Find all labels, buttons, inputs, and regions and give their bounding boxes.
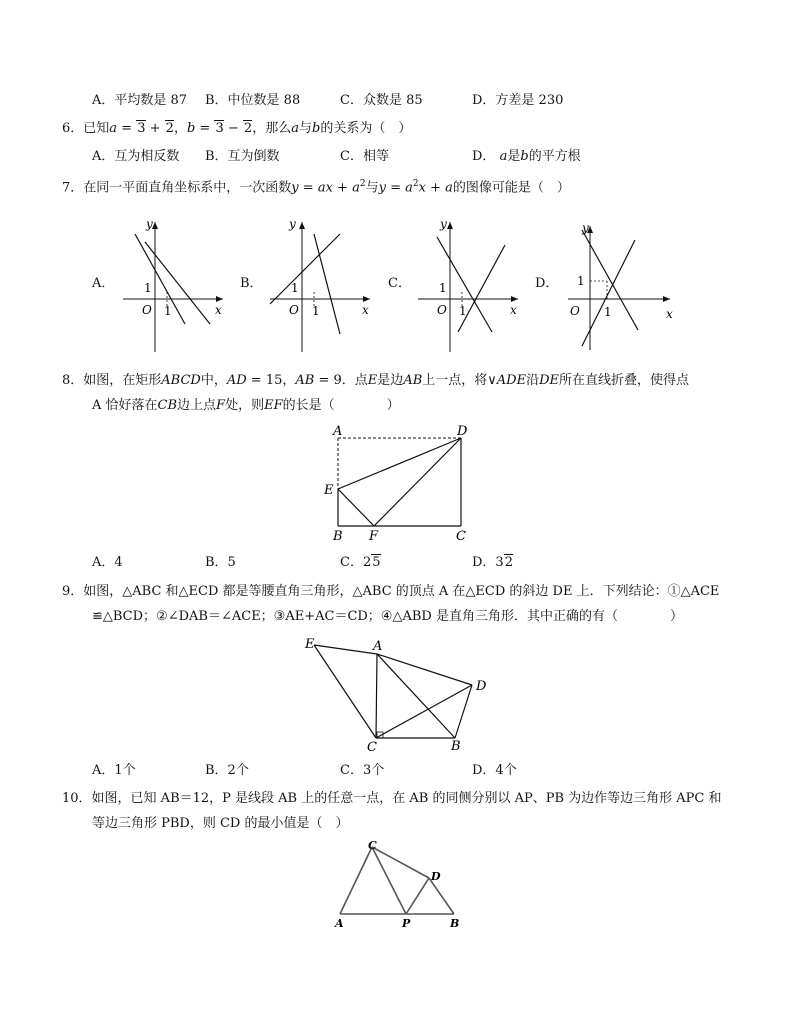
q7-graph-a bbox=[115, 212, 230, 357]
y-one-label: 1 bbox=[577, 274, 585, 288]
point-p-label: P bbox=[402, 917, 411, 930]
y-label: y bbox=[440, 217, 447, 231]
y-axis-arrow bbox=[152, 222, 158, 229]
x-axis-arrow bbox=[511, 296, 518, 302]
q9-option-a: A．1个 bbox=[92, 763, 136, 778]
x-label: x bbox=[215, 303, 222, 317]
q10-stem-line2: 等边三角形 PBD，则 CD 的最小值是（ ） bbox=[92, 816, 349, 831]
x-label: x bbox=[666, 307, 673, 321]
y-axis-arrow bbox=[299, 222, 305, 229]
edge-db bbox=[429, 878, 454, 914]
y-one-label: 1 bbox=[291, 281, 299, 295]
q7-graph-label-a: A． bbox=[92, 276, 115, 291]
y-one-label: 1 bbox=[144, 281, 152, 295]
q6-option-d: D． a是b的平方根 bbox=[472, 149, 581, 164]
point-a-label: A bbox=[333, 424, 343, 439]
point-a-label: A bbox=[335, 917, 344, 930]
point-e-label: E bbox=[324, 483, 334, 498]
q7-graph-label-d: D． bbox=[535, 276, 559, 291]
x-label: x bbox=[510, 303, 517, 317]
q8-stem-line1: 8．如图，在矩形ABCD中，AD = 15，AB = 9．点E是边AB上一点，将∨ADE沿DE所在直线折叠，使得点 bbox=[62, 373, 690, 388]
q9-figure bbox=[300, 632, 500, 757]
origin-label: O bbox=[570, 304, 580, 318]
edge-ea bbox=[314, 645, 377, 654]
point-c-label: C bbox=[367, 740, 377, 755]
q7-graph-b bbox=[262, 212, 377, 357]
q9-option-c: C．3个 bbox=[340, 763, 385, 778]
q6-option-a: A．互为相反数 bbox=[92, 149, 180, 164]
q8-option-a: A．4 bbox=[92, 555, 123, 570]
line-2 bbox=[458, 245, 505, 332]
point-c-label: C bbox=[456, 529, 466, 544]
y-one-label: 1 bbox=[439, 281, 447, 295]
point-b-label: B bbox=[450, 917, 460, 930]
edge-pd bbox=[406, 878, 429, 914]
x-one-label: 1 bbox=[312, 304, 320, 318]
q8-option-c: C．25 bbox=[340, 555, 381, 570]
q8-figure bbox=[318, 420, 483, 545]
q7-graph-d bbox=[560, 218, 680, 358]
x-axis-arrow bbox=[363, 296, 370, 302]
point-b-label: B bbox=[333, 529, 343, 544]
edge-ed bbox=[338, 438, 461, 489]
y-label: y bbox=[582, 221, 589, 235]
q8-option-b: B．5 bbox=[205, 555, 236, 570]
x-one-label: 1 bbox=[604, 305, 612, 319]
q9-stem-line2: ≌△BCD；②∠DAB＝∠ACE；③AE+AC＝CD；④△ABD 是直角三角形．其中正确的有（ ） bbox=[92, 609, 683, 624]
q5-option-b: B．中位数是 88 bbox=[205, 93, 301, 108]
origin-label: O bbox=[289, 303, 299, 317]
q6-mid1: ， bbox=[173, 121, 187, 136]
y-label: y bbox=[289, 217, 296, 231]
q6-option-b: B．互为倒数 bbox=[205, 149, 280, 164]
q7-graph-c bbox=[410, 212, 525, 357]
y-label: y bbox=[146, 217, 153, 231]
q5-option-a: A．平均数是 87 bbox=[92, 93, 188, 108]
x-one-label: 1 bbox=[164, 304, 172, 318]
point-a-label: A bbox=[373, 639, 383, 654]
q9-option-b: B．2个 bbox=[205, 763, 249, 778]
origin-label: O bbox=[142, 303, 152, 317]
q7-graph-label-c: C． bbox=[388, 276, 411, 291]
q7-mid: 与 bbox=[365, 180, 379, 196]
point-d-label: D bbox=[457, 424, 468, 439]
edge-fd bbox=[374, 438, 461, 526]
q7-stem: 7．在同一平面直角坐标系中，一次函数y = ax + $a^2$与$y = a^2x + a$的图像可能是（ ） bbox=[62, 179, 570, 196]
x-label: x bbox=[362, 303, 369, 317]
edge-ec bbox=[314, 645, 376, 738]
q7-prefix: 7．在同一平面直角坐标系中，一次函数 bbox=[62, 180, 292, 196]
edge-ef bbox=[338, 489, 374, 526]
q8-option-d: D．32 bbox=[472, 555, 513, 570]
edge-ac bbox=[376, 654, 377, 738]
point-f-label: F bbox=[369, 529, 379, 544]
q6-stem: 6．已知a = 3 + 2，b = 3 − 2，那么a与b的关系为（ ） bbox=[62, 121, 412, 136]
q7-suffix: 的图像可能是（ ） bbox=[452, 180, 570, 196]
point-e-label: E bbox=[305, 637, 315, 652]
point-c-label: C bbox=[368, 839, 377, 852]
q10-stem-line1: 10．如图，已知 AB＝12，P 是线段 AB 上的任意一点，在 AB 的同侧分别以 AP、PB 为边作等边三角形 APC 和 bbox=[62, 791, 722, 806]
origin-label: O bbox=[437, 303, 447, 317]
point-d-label: D bbox=[431, 870, 441, 883]
line-2 bbox=[314, 234, 340, 334]
q8-stem-line2: A 恰好落在CB边上点F处，则EF的长是（ ） bbox=[92, 398, 400, 413]
q9-stem-line1: 9．如图，△ABC 和△ECD 都是等腰直角三角形，△ABC 的顶点 A 在△ECD 的斜边 DE 上．下列结论：①△ACE bbox=[62, 584, 720, 599]
point-d-label: D bbox=[476, 679, 487, 694]
x-axis-arrow bbox=[216, 296, 223, 302]
q6-prefix: 6．已知 bbox=[62, 121, 110, 136]
q6-suffix: 的关系为（ ） bbox=[320, 121, 412, 136]
q6-mid3: 与 bbox=[298, 121, 312, 136]
x-one-label: 1 bbox=[459, 304, 467, 318]
edge-ac bbox=[340, 847, 372, 914]
point-b-label: B bbox=[451, 739, 461, 754]
x-axis-arrow bbox=[663, 296, 670, 302]
y-axis-arrow bbox=[447, 222, 453, 229]
q5-option-d: D．方差是 230 bbox=[472, 93, 564, 108]
q5-option-c: C．众数是 85 bbox=[340, 93, 423, 108]
q9-option-d: D．4个 bbox=[472, 763, 517, 778]
q10-figure bbox=[326, 838, 466, 933]
q6-mid2: ，那么 bbox=[252, 121, 292, 136]
q6-option-c: C．相等 bbox=[340, 149, 389, 164]
q7-graph-label-b: B． bbox=[240, 276, 263, 291]
